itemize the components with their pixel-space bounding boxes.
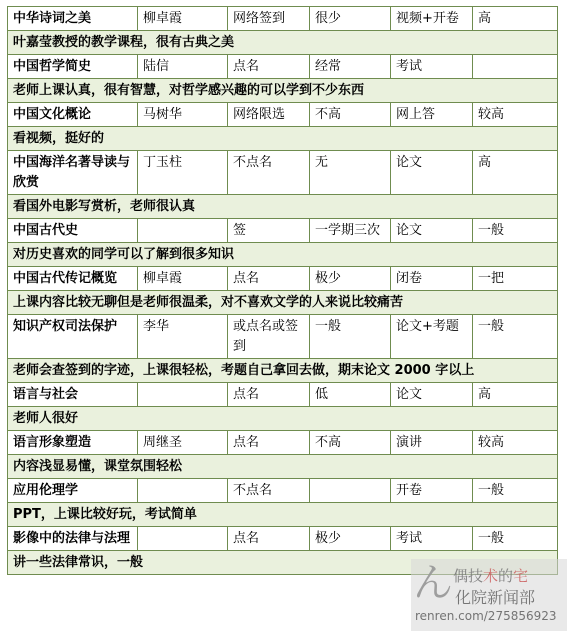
exam-format-cell: 闭卷 xyxy=(391,267,473,291)
comment-row xyxy=(8,243,558,267)
frequency-cell: 不高 xyxy=(310,431,391,455)
attendance-cell: 不点名 xyxy=(228,479,310,503)
comment-row xyxy=(8,455,558,479)
attendance-cell: 点名 xyxy=(228,431,310,455)
frequency-cell: 无 xyxy=(310,151,391,195)
attendance-cell: 网络签到 xyxy=(228,7,310,31)
exam-format-cell: 演讲 xyxy=(391,431,473,455)
grade-cell: 一般 xyxy=(473,219,558,243)
course-name-cell: 知识产权司法保护 xyxy=(8,315,138,359)
exam-format-cell: 开卷 xyxy=(391,479,473,503)
comment-row xyxy=(8,291,558,315)
grade-cell: 较高 xyxy=(473,431,558,455)
grade-cell xyxy=(473,55,558,79)
attendance-cell: 点名 xyxy=(228,267,310,291)
frequency-cell: 极少 xyxy=(310,527,391,551)
comment-row xyxy=(8,127,558,151)
frequency-cell xyxy=(310,479,391,503)
teacher-cell: 马树华 xyxy=(138,103,228,127)
grade-cell: 高 xyxy=(473,151,558,195)
watermark-slogan: 偶技术的宅 xyxy=(453,567,529,585)
comment-cell: 老师人很好 xyxy=(8,407,558,431)
course-row xyxy=(8,7,558,31)
exam-format-cell: 论文+考题 xyxy=(391,315,473,359)
course-row xyxy=(8,267,558,291)
watermark-logo: ん xyxy=(413,560,453,606)
frequency-cell: 低 xyxy=(310,383,391,407)
course-row xyxy=(8,151,558,195)
grade-cell: 一般 xyxy=(473,479,558,503)
attendance-cell: 网络限选 xyxy=(228,103,310,127)
comment-cell: 老师会查签到的字迹，上课很轻松，考题自己拿回去做，期末论文 2000 字以上 xyxy=(8,359,558,383)
exam-format-cell: 论文 xyxy=(391,151,473,195)
exam-format-cell: 考试 xyxy=(391,55,473,79)
exam-format-cell: 视频+开卷 xyxy=(391,7,473,31)
course-row xyxy=(8,431,558,455)
course-row xyxy=(8,315,558,359)
exam-format-cell: 网上答 xyxy=(391,103,473,127)
comment-cell: 看视频，挺好的 xyxy=(8,127,558,151)
comment-row xyxy=(8,79,558,103)
teacher-cell xyxy=(138,219,228,243)
frequency-cell: 极少 xyxy=(310,267,391,291)
frequency-cell: 不高 xyxy=(310,103,391,127)
teacher-cell: 柳卓霞 xyxy=(138,267,228,291)
teacher-cell xyxy=(138,527,228,551)
attendance-cell: 签 xyxy=(228,219,310,243)
frequency-cell: 很少 xyxy=(310,7,391,31)
frequency-cell: 一学期三次 xyxy=(310,219,391,243)
comment-row xyxy=(8,359,558,383)
course-row xyxy=(8,103,558,127)
comment-cell: 内容浅显易懂，课堂氛围轻松 xyxy=(8,455,558,479)
watermark-org: 化院新闻部 xyxy=(455,588,536,607)
comment-cell: 对历史喜欢的同学可以了解到很多知识 xyxy=(8,243,558,267)
comment-cell: 讲一些法律常识，一般 xyxy=(8,551,558,575)
comment-row xyxy=(8,195,558,219)
comment-cell: 看国外电影写赏析，老师很认真 xyxy=(8,195,558,219)
attendance-cell: 点名 xyxy=(228,55,310,79)
grade-cell: 一般 xyxy=(473,315,558,359)
course-name-cell: 中国古代传记概览 xyxy=(8,267,138,291)
comment-cell: PPT，上课比较好玩，考试简单 xyxy=(8,503,558,527)
course-name-cell: 应用伦理学 xyxy=(8,479,138,503)
watermark-url: renren.com/275856923 xyxy=(415,609,557,623)
teacher-cell: 丁玉柱 xyxy=(138,151,228,195)
teacher-cell xyxy=(138,479,228,503)
course-name-cell: 中国哲学简史 xyxy=(8,55,138,79)
course-row xyxy=(8,383,558,407)
grade-cell: 高 xyxy=(473,7,558,31)
course-row xyxy=(8,527,558,551)
table-body xyxy=(8,7,558,575)
comment-cell: 上课内容比较无聊但是老师很温柔，对不喜欢文学的人来说比较痛苦 xyxy=(8,291,558,315)
grade-cell: 一把 xyxy=(473,267,558,291)
attendance-cell: 点名 xyxy=(228,383,310,407)
attendance-cell: 不点名 xyxy=(228,151,310,195)
course-name-cell: 中国古代史 xyxy=(8,219,138,243)
exam-format-cell: 论文 xyxy=(391,383,473,407)
exam-format-cell: 论文 xyxy=(391,219,473,243)
course-row xyxy=(8,479,558,503)
frequency-cell: 一般 xyxy=(310,315,391,359)
teacher-cell: 柳卓霞 xyxy=(138,7,228,31)
teacher-cell: 李华 xyxy=(138,315,228,359)
teacher-cell xyxy=(138,383,228,407)
course-review-table xyxy=(7,6,558,575)
comment-cell: 老师上课认真，很有智慧，对哲学感兴趣的可以学到不少东西 xyxy=(8,79,558,103)
teacher-cell: 陆信 xyxy=(138,55,228,79)
course-name-cell: 中国文化概论 xyxy=(8,103,138,127)
attendance-cell: 或点名或签到 xyxy=(228,315,310,359)
comment-row xyxy=(8,503,558,527)
comment-row xyxy=(8,31,558,55)
exam-format-cell: 考试 xyxy=(391,527,473,551)
course-name-cell: 影像中的法律与法理 xyxy=(8,527,138,551)
grade-cell: 一般 xyxy=(473,527,558,551)
frequency-cell: 经常 xyxy=(310,55,391,79)
grade-cell: 高 xyxy=(473,383,558,407)
course-name-cell: 语言与社会 xyxy=(8,383,138,407)
course-name-cell: 中华诗词之美 xyxy=(8,7,138,31)
grade-cell: 较高 xyxy=(473,103,558,127)
course-name-cell: 中国海洋名著导读与欣赏 xyxy=(8,151,138,195)
course-row xyxy=(8,219,558,243)
comment-row xyxy=(8,407,558,431)
course-row xyxy=(8,55,558,79)
course-name-cell: 语言形象塑造 xyxy=(8,431,138,455)
watermark xyxy=(411,559,567,631)
comment-cell: 叶嘉莹教授的教学课程，很有古典之美 xyxy=(8,31,558,55)
teacher-cell: 周继圣 xyxy=(138,431,228,455)
attendance-cell: 点名 xyxy=(228,527,310,551)
